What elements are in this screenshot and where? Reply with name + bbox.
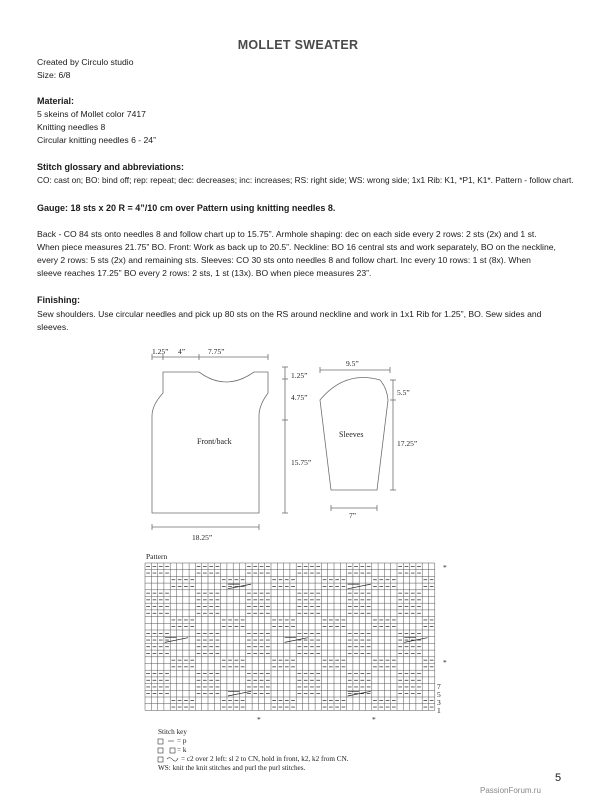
finishing-heading: Finishing: xyxy=(37,295,80,305)
instructions: Back - CO 84 sts onto needles 8 and follow chart up to 15.75”. Armhole shaping: dec on each side every 2 rows: 2 sts (2x) and 1 st. When piece measures 21.75” BO. Front: Work as back up to 20.5”. Neckline: BO 16 central sts and work separately, BO on the neckline, every 2 rows: 5 sts (2x) and remaining sts. Sleeves: CO 30 sts onto needles 8 and follow chart. Inc every 10 rows: 1 st (8x). When sleeve reaches 17.25” BO every 2 rows: 2 sts, 1 st (13x). BO when piece measures 23”. xyxy=(37,229,556,278)
dim-shoulder-left: 1.25” xyxy=(152,347,169,356)
key-cable: = c2 over 2 left: sl 2 to CN, hold in front, k2, k2 from CN. xyxy=(181,755,349,763)
sleeves-label: Sleeves xyxy=(339,430,364,439)
dim-top-right: 7.75” xyxy=(208,347,225,356)
created-by: Created by Circulo studio xyxy=(37,57,134,67)
chart-label: Pattern xyxy=(146,552,168,561)
row-number: 1 xyxy=(437,706,441,715)
sleeve-dim-bottom: 7” xyxy=(349,511,357,520)
watermark: PassionForum.ru xyxy=(480,786,541,795)
repeat-marker: * xyxy=(443,658,447,667)
dim-right-3: 15.75” xyxy=(291,458,312,467)
sleeve-dim-top: 9.5” xyxy=(346,359,359,368)
finishing-text: Sew shoulders. Use circular needles and pick up 80 sts on the RS around neckline and work in 1x1 Rib for 1.25”, BO. Sew sides and sleeves. xyxy=(37,309,542,332)
material-item: Circular knitting needles 6 - 24” xyxy=(37,135,156,145)
glossary-heading: Stitch glossary and abbreviations: xyxy=(37,162,185,172)
repeat-marker: * xyxy=(443,563,447,572)
material-item: 5 skeins of Mollet color 7417 xyxy=(37,109,146,119)
front-back-label: Front/back xyxy=(197,437,232,446)
material-item: Knitting needles 8 xyxy=(37,122,106,132)
row-number: 3 xyxy=(437,698,441,707)
dim-right-1: 1.25” xyxy=(291,371,308,380)
row-number: 7 xyxy=(437,682,441,691)
stitch-chart-grid xyxy=(145,563,435,710)
repeat-marker: * xyxy=(257,715,261,724)
stitch-key-heading: Stitch key xyxy=(158,728,187,736)
size: Size: 6/8 xyxy=(37,70,71,80)
sleeve-schematic xyxy=(320,367,396,511)
key-purl: = p xyxy=(177,737,187,745)
material-heading: Material: xyxy=(37,96,75,106)
page-number: 5 xyxy=(555,772,562,784)
dim-right-2: 4.75” xyxy=(291,393,308,402)
page-title: MOLLET SWEATER xyxy=(237,38,359,52)
stitch-key-symbols xyxy=(158,739,178,762)
repeat-marker: * xyxy=(372,715,376,724)
row-number: 5 xyxy=(437,690,441,699)
glossary-text: CO: cast on; BO: bind off; rep: repeat; dec: decreases; inc: increases; RS: right side; WS: wrong side; 1x1 Rib: K1, *P1, K1*. Pattern - follow chart. xyxy=(37,175,574,185)
sleeve-dim-right-2: 17.25” xyxy=(397,439,418,448)
gauge: Gauge: 18 sts x 20 R = 4”/10 cm over Pattern using knitting needles 8. xyxy=(37,203,336,213)
dim-neck-half: 4” xyxy=(178,347,186,356)
key-ws-note: WS: knit the knit stitches and purl the purl stitches. xyxy=(158,764,306,772)
dim-bottom: 18.25” xyxy=(192,533,213,542)
key-knit: = k xyxy=(177,746,187,754)
sleeve-dim-right-1: 5.5” xyxy=(397,388,410,397)
